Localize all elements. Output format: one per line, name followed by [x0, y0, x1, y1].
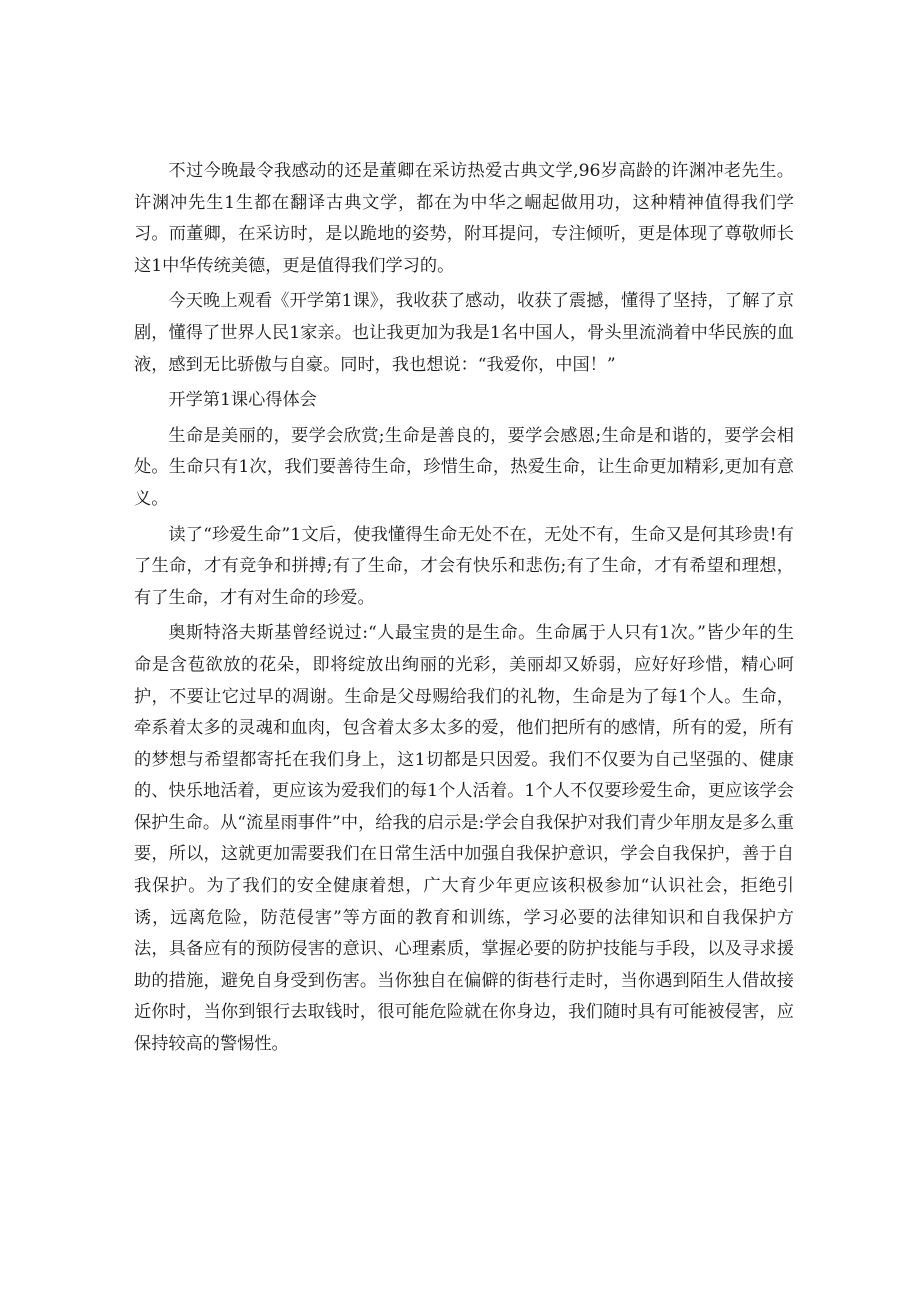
- paragraph-cherish-life: 读了“珍爱生命”1文后，使我懂得生命无处不在，无处不有，生命又是何其珍贵!有了生命，才有竞争和拼搏;有了生命，才会有快乐和悲伤;有了生命，才有希望和理想，有了生命，才有对生命的珍爱。: [134, 524, 794, 608]
- paragraph-dong-qing-interview: 不过今晚最令我感动的还是董卿在采访热爱古典文学,96岁高龄的许渊冲老先生。许渊冲先生1生都在翻译古典文学，都在为中华之崛起做用功，这种精神值得我们学习。而董卿，在采访时，是以跪地的姿势，附耳提问，专注倾听，更是体现了尊敬师长这1中华传统美德，更是值得我们学习的。: [134, 161, 794, 276]
- paragraph-ostrovsky-quote: 奥斯特洛夫斯基曾经说过:“人最宝贵的是生命。生命属于人只有1次。”皆少年的生命是含苞欲放的花朵，即将绽放出绚丽的光彩，美丽却又娇弱，应好好珍惜，精心呵护，不要让它过早的凋谢。生命是父母赐给我们的礼物，生命是为了每1个人。生命，牵系着太多的灵魂和血肉，包含着太多太多的爱，他们把所有的感情，所有的爱，所有的梦想与希望都寄托在我们身上，这1切都是只因爱。我们不仅要为自己坚强的、健康的、快乐地活着，更应该为爱我们的每1个人活着。1个人不仅要珍爱生命，更应该学会保护生命。从“流星雨事件”中，给我的启示是:学会自我保护对我们青少年朋友是多么重要，所以，这就更加需要我们在日常生活中加强自我保护意识，学会自我保护，善于自我保护。为了我们的安全健康着想，广大育少年更应该积极参加“认识社会，拒绝引诱，远离危险，防范侵害”等方面的教育和训练，学习必要的法律知识和自我保护方法，具备应有的预防侵害的意识、心理素质，掌握必要的防护技能与手段，以及寻求援助的措施，避免自身受到伤害。当你独自在偏僻的街巷行走时，当你遇到陌生人借故接近你时，当你到银行去取钱时，很可能危险就在你身边，我们随时具有可能被侵害，应保持较高的警惕性。: [134, 623, 794, 1055]
- document-body: [134, 156, 794, 1065]
- paragraph-watching-first-lesson: 今天晚上观看《开学第1课》，我收获了感动，收获了震撼，懂得了坚持，了解了京剧，懂得了世界人民1家亲。也让我更加为我是1名中国人，骨头里流淌着中华民族的血液，感到无比骄傲与自豪。同时，我也想说：“我爱你，中国！”: [134, 291, 794, 375]
- section-heading: 开学第1课心得体会: [168, 390, 317, 411]
- paragraph-life-is-beautiful: 生命是美丽的，要学会欣赏;生命是善良的，要学会感恩;生命是和谐的，要学会相处。生命只有1次，我们要善待生命，珍惜生命，热爱生命，让生命更加精彩,更加有意义。: [134, 425, 794, 509]
